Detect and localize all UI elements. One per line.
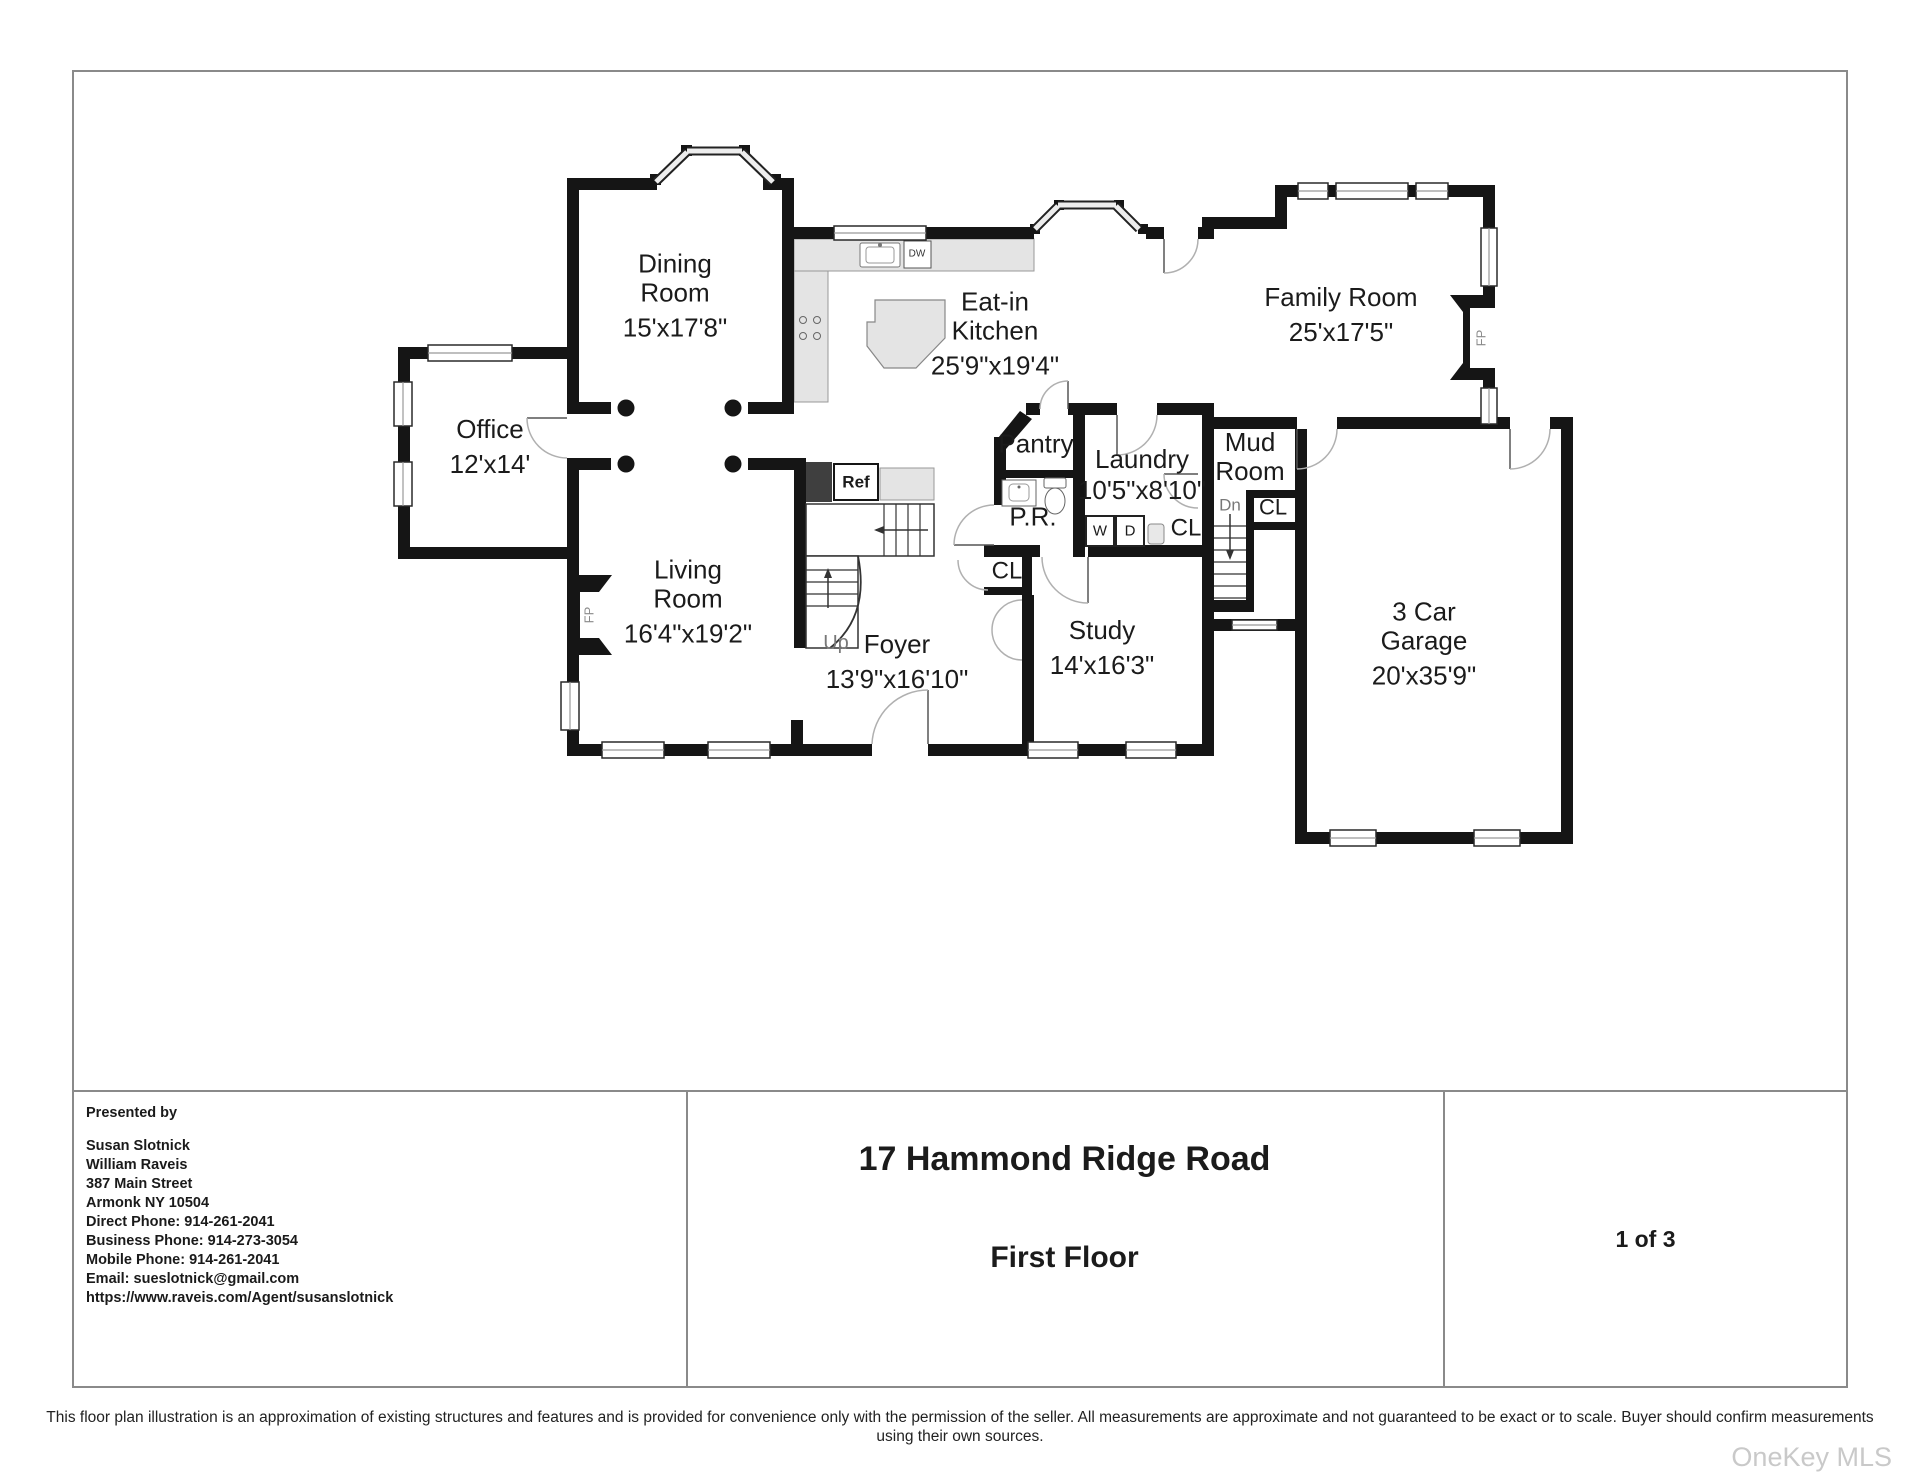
room-name: Living [654,554,722,585]
room-dims: 25'x17'5" [1288,317,1394,347]
disclaimer-text: This floor plan illustration is an approximation of existing structures and features and is provided for convenience only with the permission of the seller. All measurements are approximate and not guaranteed to be exact or to scale. Buyer should confirm measurements using their own sources. [46,1409,1874,1445]
agent-email: Email: sueslotnick@gmail.com [86,1271,300,1287]
room-name: Mud [1224,426,1276,457]
room-name: Room [653,583,723,614]
room-dims: 10'5"x8'10" [1077,475,1207,505]
room-name: Kitchen [951,315,1039,346]
room-dims: 14'x16'3" [1049,650,1155,680]
dishwasher-label: DW [908,248,926,260]
agent-city: Armonk NY 10504 [86,1195,210,1211]
room-name: 3 Car [1392,596,1456,627]
room-label-family [1264,283,1417,347]
agent-name: Susan Slotnick [86,1138,190,1154]
agent-direct-phone: Direct Phone: 914-261-2041 [86,1214,275,1230]
dryer-label: D [1124,522,1136,540]
stairs-down-label: Dn [1219,495,1241,515]
room-label-pantry [998,429,1073,458]
room-name: Office [456,413,524,444]
title-block [688,1090,1441,1388]
room-dims: 20'x35'9" [1371,660,1477,691]
room-name: Laundry [1095,443,1189,474]
room-dims: 16'4"x19'2" [623,618,753,649]
room-label-mud-room [1215,428,1284,486]
stairs-up [806,504,934,648]
room-label-study [1050,616,1154,680]
agent-mobile-phone: Mobile Phone: 914-261-2041 [86,1252,280,1268]
agent-company: William Raveis [86,1157,188,1173]
closet-label-laundry: CL [1170,514,1202,542]
room-label-powder-room [1009,502,1056,531]
closet-label-mud-room: CL [1258,494,1288,520]
page-number: 1 of 3 [1615,1225,1676,1252]
floor-title: First Floor [990,1241,1139,1274]
agent-business-phone: Business Phone: 914-273-3054 [86,1233,298,1249]
room-dims: 12'x14' [449,449,531,479]
agent-info-block [86,1104,646,1308]
room-name: Foyer [863,628,931,659]
fireplace-label-family: FP [1473,329,1489,347]
room-label-kitchen [931,287,1059,380]
closet-label-foyer: CL [991,557,1023,585]
stairs-down [1214,514,1246,598]
room-name: Eat-in [961,286,1029,317]
room-name: Room [640,277,710,308]
refrigerator-label: Ref [842,472,870,492]
room-label-garage [1372,597,1476,690]
room-name: Dining [638,248,712,279]
room-label-laundry [1078,445,1206,505]
room-name: Garage [1380,625,1468,656]
room-name: Family Room [1264,281,1418,312]
agent-url: https://www.raveis.com/Agent/susanslotnick [86,1290,394,1306]
room-dims: 13'9"x16'10" [825,664,969,694]
room-name: Pantry [998,428,1074,459]
foyer-counter [880,468,934,500]
onekey-mls-watermark: OneKey MLS [1731,1442,1892,1472]
room-dims: 15'x17'8" [622,312,728,343]
room-name: P.R. [1009,501,1057,532]
room-label-living [624,555,752,648]
washer-label: W [1092,522,1108,540]
fireplace-label-living: FP [581,606,597,624]
agent-street: 387 Main Street [86,1176,193,1192]
property-address: 17 Hammond Ridge Road [858,1140,1271,1178]
stairs-up-label: Up [823,631,849,654]
room-name: Room [1215,456,1285,486]
room-label-dining [623,249,727,342]
room-dims: 25'9"x19'4" [930,350,1060,381]
room-label-office [450,415,531,479]
presented-by-heading: Presented by [86,1105,178,1121]
chimney-block [806,462,832,502]
room-name: Study [1068,614,1136,645]
